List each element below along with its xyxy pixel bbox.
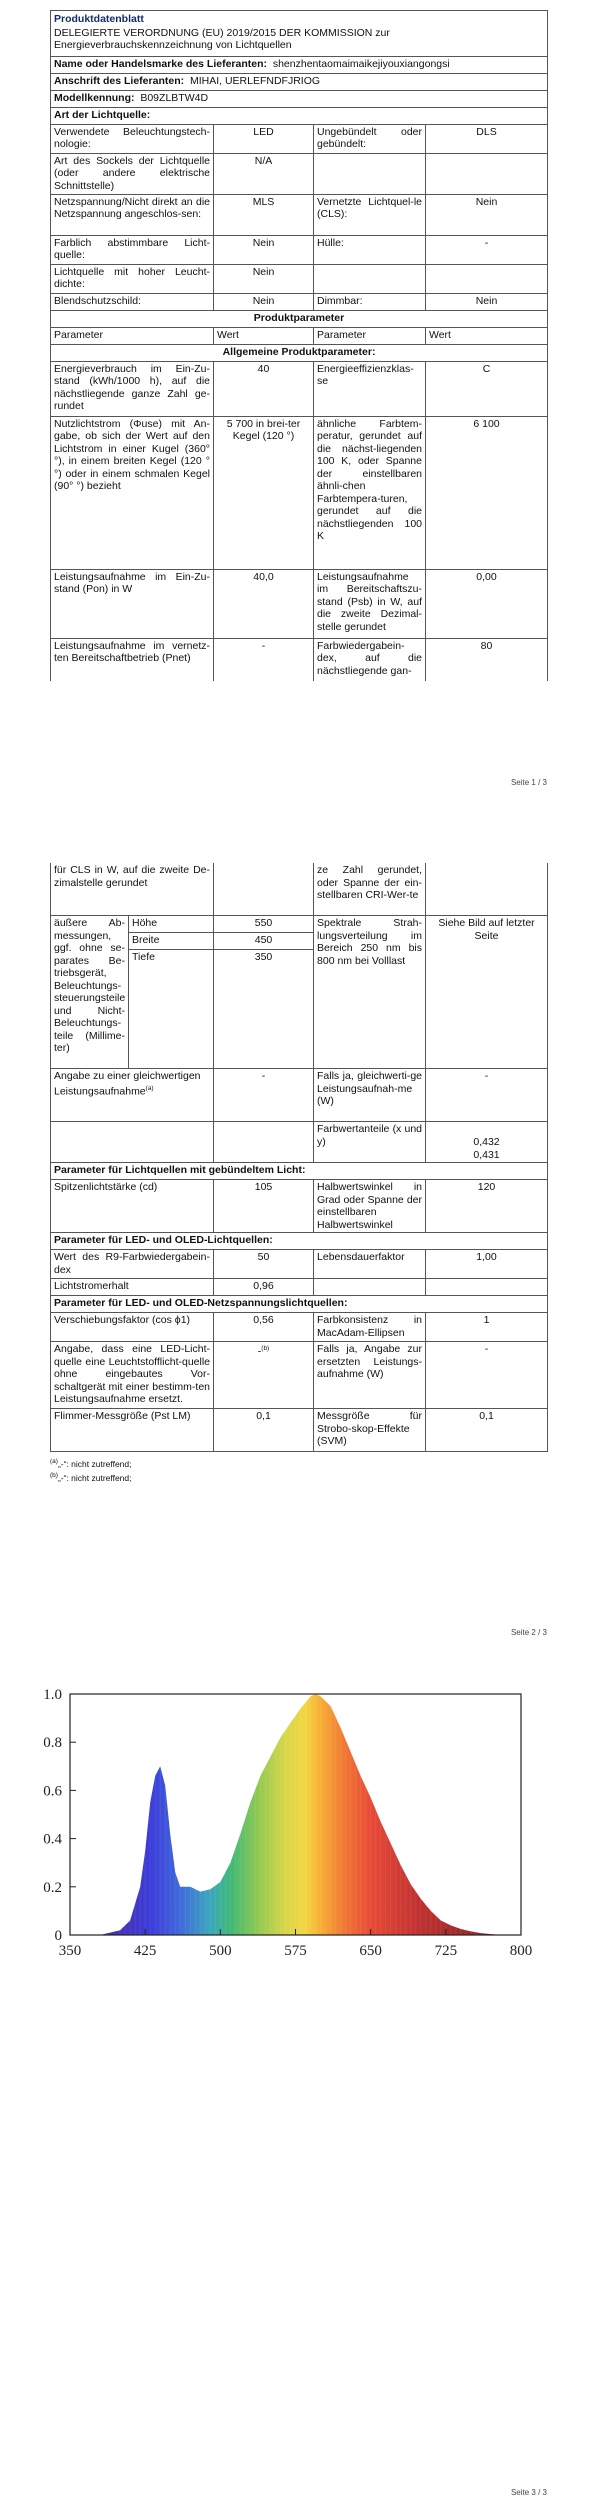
y-tick-label: 0.6 bbox=[43, 1783, 62, 1800]
footnote-mark-a: (a) bbox=[145, 1084, 154, 1092]
general-param-value: 6 100 bbox=[426, 416, 548, 569]
peak-intensity-label: Spitzenlichtstärke (cd) bbox=[51, 1180, 214, 1233]
x-tick-label: 575 bbox=[284, 1943, 307, 1959]
dimension-value: 350 bbox=[214, 950, 314, 967]
general-param-label: Leistungsaufnahme im vernetz-ten Bereitschaftbetrieb (Pnet) bbox=[51, 638, 214, 681]
equivalent-power-label-text: Angabe zu einer gleichwertigen Leistungsaufnahme bbox=[54, 1070, 201, 1097]
general-param-label: ähnliche Farbtem-peratur, gerundet auf die nächst-liegenden 100 K, oder Spanne der einstellbaren ähnli-chen Farbtempera-turen, gerundet auf die nächstliegenden 100 K bbox=[314, 416, 426, 569]
replaced-power-value: - bbox=[426, 1342, 548, 1409]
doc-subtitle: DELEGIERTE VERORDNUNG (EU) 2019/2015 DER KOMMISSION zur Energieverbrauchskennzeichnung von Lichtquellen bbox=[51, 26, 548, 57]
page-footer: Seite 2 / 3 bbox=[510, 1628, 547, 1637]
column-header-value: Wert bbox=[214, 327, 314, 344]
light-type-value: Nein bbox=[214, 293, 314, 310]
fluorescent-replacement-label: Angabe, dass eine LED-Licht-quelle eine Leuchtstofflicht-quelle ohne eingebautes Vor-schaltgerät mit einer bestimm-ten Leistungsaufnahme ersetzt. bbox=[51, 1342, 214, 1409]
light-type-value: N/A bbox=[214, 153, 314, 194]
equivalent-power-value: - bbox=[214, 1069, 314, 1122]
chromaticity-x: 0,432 bbox=[473, 1136, 500, 1148]
equivalent-power-if-yes-value: - bbox=[426, 1069, 548, 1122]
general-param-label: Leistungsaufnahme im Ein-Zu-stand (Pon) in W bbox=[51, 569, 214, 638]
x-tick-label: 800 bbox=[509, 1943, 533, 1959]
light-type-value bbox=[426, 264, 548, 293]
doc-title: Produktdatenblatt bbox=[51, 11, 548, 26]
datasheet-table-2 bbox=[50, 863, 548, 1452]
general-param-label: Energieeffizienzklas-se bbox=[314, 361, 426, 416]
model-label: Modellkennung: bbox=[54, 91, 135, 104]
light-type-value: MLS bbox=[214, 194, 314, 235]
footnote-a-mark: (a) bbox=[50, 1458, 58, 1465]
y-tick-label: 0.2 bbox=[43, 1879, 62, 1896]
empty-cell bbox=[314, 1279, 426, 1296]
general-param-value: 0,00 bbox=[426, 569, 548, 638]
general-param-label: ze Zahl gerundet, oder Spanne der ein-stellbaren CRI-Wer-te bbox=[314, 863, 426, 916]
light-type-label: Verwendete Beleuchtungstech-nologie: bbox=[51, 124, 214, 153]
displacement-factor-value: 0,56 bbox=[214, 1313, 314, 1342]
datasheet-page-1 bbox=[50, 10, 547, 681]
light-type-label bbox=[314, 264, 426, 293]
x-tick-label: 725 bbox=[434, 1943, 458, 1959]
light-type-value: LED bbox=[214, 124, 314, 153]
equivalent-power-label bbox=[51, 1069, 214, 1122]
light-type-header: Art der Lichtquelle: bbox=[51, 107, 548, 124]
light-type-label: Vernetzte Lichtquel-le (CLS): bbox=[314, 194, 426, 235]
footnote-a bbox=[50, 1456, 547, 1470]
light-type-value: Nein bbox=[214, 264, 314, 293]
bundled-light-header: Parameter für Lichtquellen mit gebündeltem Licht: bbox=[51, 1163, 548, 1180]
stroboscopic-label: Messgröße für Strobo-skop-Effekte (SVM) bbox=[314, 1409, 426, 1452]
model-value: B09ZLBTW4D bbox=[140, 91, 209, 104]
r9-value: 50 bbox=[214, 1250, 314, 1279]
light-type-value: - bbox=[426, 235, 548, 264]
page-3 bbox=[0, 1650, 591, 2510]
spectral-distribution-chart bbox=[0, 1680, 591, 1980]
x-tick-label: 425 bbox=[133, 1943, 157, 1959]
lumen-maintenance-label: Lichtstromerhalt bbox=[51, 1279, 214, 1296]
y-tick-label: 0 bbox=[54, 1928, 62, 1944]
light-type-value bbox=[426, 153, 548, 194]
light-type-value: Nein bbox=[426, 194, 548, 235]
equivalent-power-if-yes-label: Falls ja, gleichwerti-ge Leistungsaufnah-me (W) bbox=[314, 1069, 426, 1122]
flicker-value: 0,1 bbox=[214, 1409, 314, 1452]
supplier-name-label: Name oder Handelsmarke des Lieferanten: bbox=[54, 57, 267, 70]
dimension-value: 550 bbox=[214, 916, 314, 933]
supplier-address-row bbox=[51, 73, 548, 90]
page-footer: Seite 1 / 3 bbox=[510, 778, 547, 787]
general-param-value: - bbox=[214, 638, 314, 681]
led-oled-header: Parameter für LED- und OLED-Lichtquellen: bbox=[51, 1233, 548, 1250]
chromaticity-y: 0,431 bbox=[473, 1148, 500, 1161]
general-param-label: für CLS in W, auf die zweite De-zimalstelle gerundet bbox=[51, 863, 214, 916]
general-param-label: Leistungsaufnahme im Bereitschaftszu-stand (Psb) in W, auf die zweite Dezimal-stelle gerundet bbox=[314, 569, 426, 638]
page-footer: Seite 3 / 3 bbox=[510, 2488, 547, 2497]
column-header-parameter: Parameter bbox=[314, 327, 426, 344]
chromaticity-values bbox=[426, 1122, 548, 1163]
light-type-value: Nein bbox=[426, 293, 548, 310]
r9-label: Wert des R9-Farbwiedergabein-dex bbox=[51, 1250, 214, 1279]
x-tick-label: 650 bbox=[359, 1943, 382, 1959]
empty-cell bbox=[426, 1279, 548, 1296]
general-param-label: Energieverbrauch im Ein-Zu-stand (kWh/1000 h), auf die nächstliegende ganze Zahl ge-rundet bbox=[51, 361, 214, 416]
survival-factor-label: Lebensdauerfaktor bbox=[314, 1250, 426, 1279]
replaced-power-label: Falls ja, Angabe zur ersetzten Leistungs-aufnahme (W) bbox=[314, 1342, 426, 1409]
light-type-label: Ungebündelt oder gebündelt: bbox=[314, 124, 426, 153]
y-tick-label: 1.0 bbox=[43, 1687, 62, 1703]
beam-angle-value: 120 bbox=[426, 1180, 548, 1233]
y-tick-label: 0.8 bbox=[43, 1735, 62, 1752]
footnote-a-text: „-“: nicht zutreffend; bbox=[57, 1458, 132, 1469]
light-type-label: Art des Sockels der Lichtquelle (oder andere elektrische Schnittstelle) bbox=[51, 153, 214, 194]
light-type-label: Lichtquelle mit hoher Leucht-dichte: bbox=[51, 264, 214, 293]
light-type-label: Netzspannung/Nicht direkt an die Netzspannung angeschlos-sen: bbox=[51, 194, 214, 235]
beam-angle-label: Halbwertswinkel in Grad oder Spanne der einstellbaren Halbwertswinkel bbox=[314, 1180, 426, 1233]
peak-intensity-value: 105 bbox=[214, 1180, 314, 1233]
product-params-title: Produktparameter bbox=[51, 310, 548, 327]
dimensions-label: äußere Ab-messungen, ggf. ohne se-parates Be-triebsgerät, Beleuchtungs-steuerungsteile und Nicht-Beleuchtungs-teile (Millime-ter) bbox=[51, 916, 129, 1069]
general-param-label: Nutzlichtstrom (Φuse) mit An-gabe, ob sich der Wert auf den Lichtstrom in einer Kugel (360° °), in einem breiten Kegel (120 °°) oder in einem schmalen Kegel (90° °) bezieht bbox=[51, 416, 214, 569]
footnote-b bbox=[50, 1470, 547, 1484]
general-param-value: 80 bbox=[426, 638, 548, 681]
column-header-parameter: Parameter bbox=[51, 327, 214, 344]
color-consistency-value: 1 bbox=[426, 1313, 548, 1342]
general-param-label: Farbwiedergabein-dex, auf die nächstliegende gan- bbox=[314, 638, 426, 681]
general-param-value bbox=[214, 863, 314, 916]
y-tick-label: 0.4 bbox=[43, 1831, 62, 1848]
general-param-value: C bbox=[426, 361, 548, 416]
flicker-label: Flimmer-Messgröße (Pst LM) bbox=[51, 1409, 214, 1452]
spectral-distribution-value: Siehe Bild auf letzter Seite bbox=[426, 916, 548, 1069]
light-type-value: DLS bbox=[426, 124, 548, 153]
dimension-spacer bbox=[214, 966, 314, 1069]
supplier-name-row bbox=[51, 56, 548, 73]
footnote-mark-b: (b) bbox=[261, 1345, 270, 1352]
light-type-value: Nein bbox=[214, 235, 314, 264]
general-param-value bbox=[426, 863, 548, 916]
general-param-value: 40 bbox=[214, 361, 314, 416]
datasheet-page-2 bbox=[50, 863, 547, 1484]
chart-plot-area bbox=[43, 1687, 532, 1959]
dimension-value: 450 bbox=[214, 933, 314, 950]
model-row bbox=[51, 90, 548, 107]
empty-cell bbox=[51, 1122, 214, 1163]
supplier-address-label: Anschrift des Lieferanten: bbox=[54, 74, 185, 87]
light-type-label: Hülle: bbox=[314, 235, 426, 264]
chromaticity-label: Farbwertanteile (x und y) bbox=[314, 1122, 426, 1163]
led-mains-header: Parameter für LED- und OLED-Netzspannungslichtquellen: bbox=[51, 1296, 548, 1313]
empty-cell bbox=[214, 1122, 314, 1163]
stroboscopic-value: 0,1 bbox=[426, 1409, 548, 1452]
lumen-maintenance-value: 0,96 bbox=[214, 1279, 314, 1296]
spectral-distribution-label: Spektrale Strah-lungsverteilung im Bereich 250 nm bis 800 nm bei Volllast bbox=[314, 916, 426, 1069]
general-params-title: Allgemeine Produktparameter: bbox=[51, 344, 548, 361]
x-tick-label: 350 bbox=[58, 1943, 82, 1959]
fluorescent-replacement-dash: - bbox=[257, 1345, 262, 1358]
fluorescent-replacement-value bbox=[214, 1342, 314, 1409]
dimension-name: Tiefe bbox=[129, 950, 214, 967]
datasheet-table-1 bbox=[50, 10, 548, 681]
displacement-factor-label: Verschiebungsfaktor (cos ϕ1) bbox=[51, 1313, 214, 1342]
footnote-b-mark: (b) bbox=[50, 1471, 58, 1479]
supplier-name-value: shenzhentaomaimaikejiyouxiangongsi bbox=[272, 57, 450, 70]
page-2 bbox=[0, 810, 591, 1648]
survival-factor-value: 1,00 bbox=[426, 1250, 548, 1279]
general-param-value: 40,0 bbox=[214, 569, 314, 638]
page-1 bbox=[0, 0, 591, 792]
supplier-address-value: MIHAI, UERLEFNDFJRIOG bbox=[189, 74, 321, 87]
general-param-value: 5 700 in brei-ter Kegel (120 °) bbox=[214, 416, 314, 569]
light-type-label: Farblich abstimmbare Licht-quelle: bbox=[51, 235, 214, 264]
footnote-b-text: „-“: nicht zutreffend; bbox=[57, 1472, 132, 1483]
color-consistency-label: Farbkonsistenz in MacAdam-Ellipsen bbox=[314, 1313, 426, 1342]
light-type-label: Blendschutzschild: bbox=[51, 293, 214, 310]
column-header-value: Wert bbox=[426, 327, 548, 344]
dimension-name: Höhe bbox=[129, 916, 214, 933]
x-tick-label: 500 bbox=[209, 1943, 232, 1959]
dimension-spacer bbox=[129, 966, 214, 1069]
light-type-label: Dimmbar: bbox=[314, 293, 426, 310]
dimension-name: Breite bbox=[129, 933, 214, 950]
light-type-label bbox=[314, 153, 426, 194]
